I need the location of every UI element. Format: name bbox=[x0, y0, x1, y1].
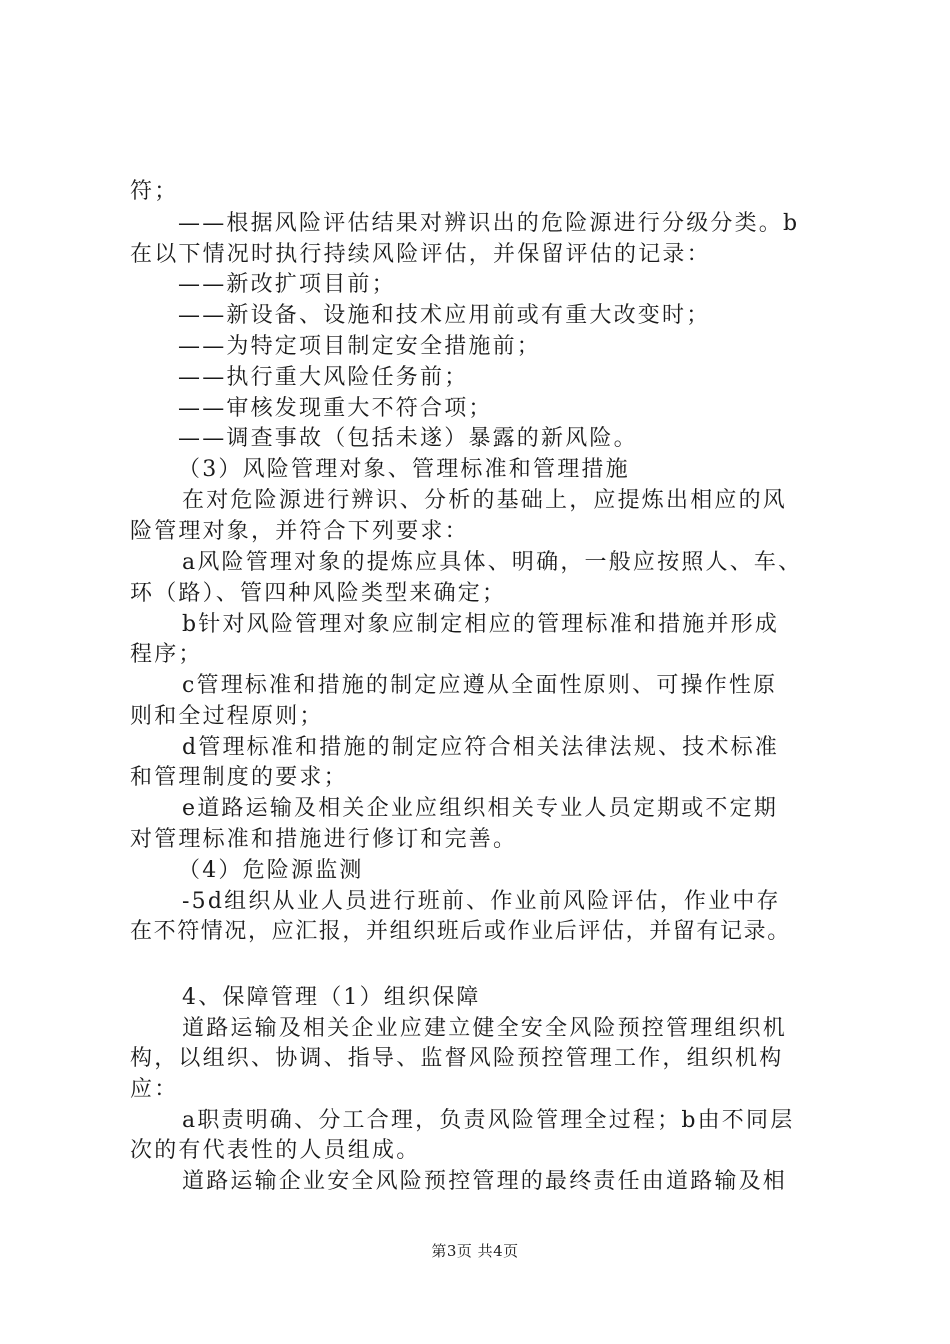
text-line: 在对危险源进行辨识、分析的基础上，应提炼出相应的风 bbox=[182, 488, 788, 513]
page-number-footer: 第3页 共4页 bbox=[431, 1242, 519, 1260]
text-line: 则和全过程原则； bbox=[130, 704, 324, 729]
section-heading: 4、保障管理（1）组织保障 bbox=[182, 985, 481, 1010]
text-line: ——根据风险评估结果对辨识出的危险源进行分级分类。b bbox=[178, 211, 800, 236]
text-line: ——为特定项目制定安全措施前； bbox=[178, 334, 542, 359]
section-heading: （4）危险源监测 bbox=[178, 858, 364, 883]
text-line: 程序； bbox=[130, 642, 203, 667]
text-line: ——执行重大风险任务前； bbox=[178, 365, 469, 390]
text-line: 环（路）、管四种风险类型来确定； bbox=[130, 581, 507, 606]
text-line: 应： bbox=[130, 1077, 179, 1102]
text-line: 道路运输及相关企业应建立健全安全风险预控管理组织机 bbox=[182, 1016, 788, 1041]
text-line: e道路运输及相关企业应组织相关专业人员定期或不定期 bbox=[182, 796, 779, 821]
text-line: 次的有代表性的人员组成。 bbox=[130, 1138, 421, 1163]
text-line: a风险管理对象的提炼应具体、明确，一般应按照人、车、 bbox=[182, 550, 803, 575]
text-line: 道路运输企业安全风险预控管理的最终责任由道路输及相 bbox=[182, 1169, 788, 1194]
text-line: -5d组织从业人员进行班前、作业前风险评估，作业中存 bbox=[182, 889, 781, 914]
text-line: ——审核发现重大不符合项； bbox=[178, 396, 493, 421]
text-line: b针对风险管理对象应制定相应的管理标准和措施并形成 bbox=[182, 612, 780, 637]
text-line: 符； bbox=[130, 179, 179, 204]
text-line: 对管理标准和措施进行修订和完善。 bbox=[130, 827, 518, 852]
text-line: 构，以组织、协调、指导、监督风险预控管理工作，组织机构 bbox=[130, 1046, 784, 1071]
text-line: 险管理对象，并符合下列要求： bbox=[130, 519, 469, 544]
text-line: d管理标准和措施的制定应符合相关法律法规、技术标准 bbox=[182, 735, 780, 760]
text-line: ——调查事故（包括未遂）暴露的新风险。 bbox=[178, 426, 638, 451]
text-line: 和管理制度的要求； bbox=[130, 765, 348, 790]
text-line: a职责明确、分工合理，负责风险管理全过程；b由不同层 bbox=[182, 1108, 795, 1133]
text-line: c管理标准和措施的制定应遵从全面性原则、可操作性原 bbox=[182, 673, 778, 698]
text-line: 在不符情况，应汇报，并组织班后或作业后评估，并留有记录。 bbox=[130, 919, 791, 944]
section-heading: （3）风险管理对象、管理标准和管理措施 bbox=[178, 457, 630, 482]
text-line: ——新改扩项目前； bbox=[178, 272, 396, 297]
text-line: 在以下情况时执行持续风险评估，并保留评估的记录： bbox=[130, 242, 711, 267]
text-line: ——新设备、设施和技术应用前或有重大改变时； bbox=[178, 303, 711, 328]
